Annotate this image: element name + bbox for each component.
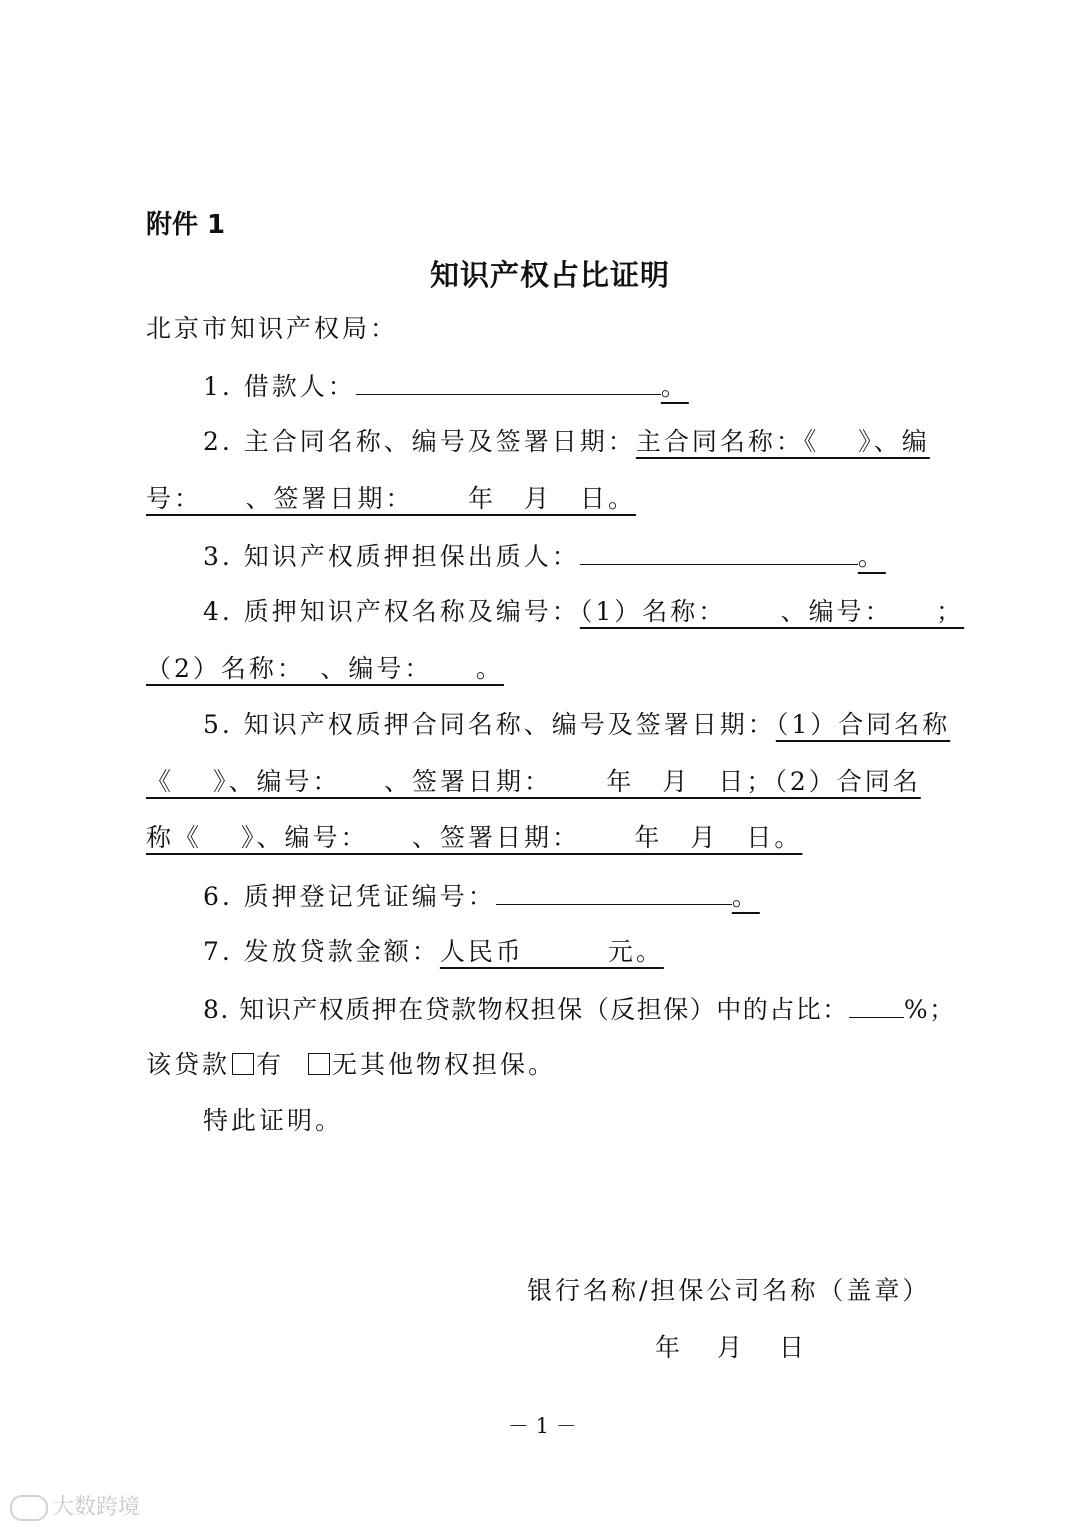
attachment-label: 附件 1 — [146, 210, 226, 240]
watermark-logo-icon — [10, 1495, 48, 1521]
ratio-blank — [849, 991, 904, 1018]
closing-text: 特此证明。 — [203, 1106, 344, 1135]
item-loan-amount-label: 7. 发放贷款金额： — [203, 937, 440, 966]
item-pledgor-label: 3. 知识产权质押担保出质人： — [203, 542, 580, 571]
item-ip-name — [203, 595, 964, 629]
checkbox-no[interactable] — [308, 1053, 330, 1075]
item-ratio-label: 8. 知识产权质押在贷款物权担保（反担保）中的占比： — [203, 995, 849, 1024]
checkbox-yes-label: 有 — [256, 1050, 285, 1079]
checkbox-no-label: 无其他物权担保。 — [331, 1050, 556, 1079]
document-title: 知识产权占比证明 — [430, 258, 671, 292]
item-pledgor — [203, 538, 886, 574]
borrower-tail: 。 — [660, 372, 689, 401]
item-main-contract-label: 2. 主合同名称、编号及签署日期： — [203, 427, 636, 456]
pledgor-tail: 。 — [857, 542, 886, 571]
addressee: 北京市知识产权局： — [146, 314, 399, 343]
main-contract-line2: 号： 、签署日期： 年 月 日。 — [146, 484, 636, 513]
item-ip-name-cont — [146, 652, 504, 686]
item-borrower-label: 1. 借款人： — [203, 372, 356, 401]
main-contract-line1: 主合同名称：《 》、编 — [635, 427, 930, 456]
item-main-contract — [203, 425, 930, 459]
pledge-contract-line2: 《 》、编号： 、签署日期： 年 月 日；（2）合同名 — [146, 767, 921, 796]
item-ratio-cont — [146, 1048, 556, 1082]
pledge-contract-line3: 称《 》、编号： 、签署日期： 年 月 日。 — [146, 823, 803, 852]
item-ratio — [203, 991, 956, 1027]
ratio-line2-prefix: 该贷款 — [146, 1050, 231, 1079]
loan-amount-value: 人民币 元。 — [439, 937, 664, 966]
item-pledge-contract-label: 5. 知识产权质押合同名称、编号及签署日期： — [203, 710, 776, 739]
item-borrower — [203, 368, 689, 404]
checkbox-yes[interactable] — [232, 1053, 254, 1075]
item-registration-label: 6. 质押登记凭证编号： — [203, 882, 496, 911]
item-ip-name-label: 4. 质押知识产权名称及编号： — [203, 597, 580, 626]
ratio-percent: %； — [903, 995, 956, 1024]
item-pledge-contract-cont2 — [146, 821, 802, 855]
pledgor-blank — [580, 538, 858, 565]
item-pledge-contract-cont1 — [146, 765, 921, 799]
registration-tail: 。 — [731, 882, 760, 911]
signature-line: 银行名称/担保公司名称（盖章） — [527, 1276, 931, 1305]
ip-name-line2: （2）名称： 、编号： 。 — [146, 654, 504, 683]
watermark-text: 大数跨境 — [52, 1495, 141, 1520]
borrower-blank — [356, 368, 661, 395]
item-loan-amount — [203, 935, 664, 969]
page-number: － 1 － — [508, 1414, 577, 1438]
pledge-contract-line1: （1）合同名称 — [775, 710, 951, 739]
registration-blank — [496, 878, 732, 905]
watermark — [10, 1490, 140, 1521]
ip-name-line1: （1）名称： 、编号： ； — [579, 597, 965, 626]
date-line: 年 月 日 — [655, 1333, 811, 1362]
item-main-contract-cont — [146, 482, 636, 516]
item-registration — [203, 878, 760, 914]
item-pledge-contract — [203, 708, 950, 742]
